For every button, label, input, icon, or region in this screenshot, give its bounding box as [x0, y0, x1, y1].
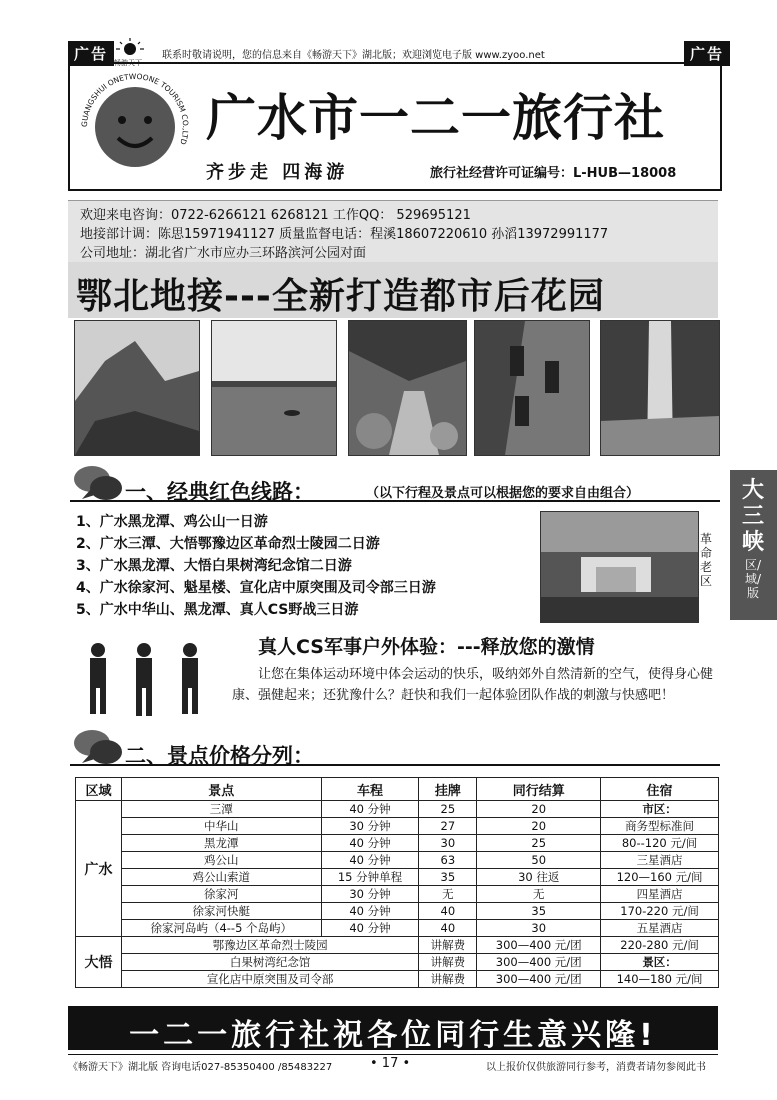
cell: 25 [477, 835, 601, 852]
header-cell: 同行结算 [477, 778, 601, 801]
cell: 300—400 元/团 [477, 937, 601, 954]
banner-text: 一二一旅行社祝各位同行生意兴隆! [129, 1018, 657, 1053]
route-item: 2、广水三潭、大悟鄂豫边区革命烈士陵园二日游 [76, 536, 380, 552]
cell: 鸡公山 [121, 852, 321, 869]
cell: 徐家河岛屿（4--5 个岛屿） [121, 920, 321, 937]
agency-license: 旅行社经营许可证编号：L-HUB—18008 [430, 166, 677, 181]
photo-stream [348, 320, 467, 456]
side-tab-small: 区/域/版 [744, 558, 762, 600]
ad-tag-right: 广告 [684, 41, 730, 66]
routes-list [76, 511, 546, 621]
cell: 黑龙潭 [121, 835, 321, 852]
cell: 20 [477, 818, 601, 835]
cell: 市区： [601, 801, 719, 818]
table-row [76, 971, 719, 988]
header-cell: 景点 [121, 778, 321, 801]
section2-title: 二、景点价格分列： [125, 744, 314, 768]
cell: 讲解费 [419, 954, 477, 971]
cell: 中华山 [121, 818, 321, 835]
table-row [76, 954, 719, 971]
cell: 讲解费 [419, 971, 477, 988]
header-cell: 挂牌 [419, 778, 477, 801]
photo-mountain [74, 320, 200, 456]
header-cell: 住宿 [601, 778, 719, 801]
bottom-banner [68, 1006, 718, 1053]
cell: 27 [419, 818, 477, 835]
chat-bubble-icon [72, 464, 124, 504]
footer-right: 以上报价仅供旅游同行参考，消费者请勿参阅此书 [486, 1062, 706, 1073]
logo-circle-text: GUANGSHUI ONETWOONE TOURISM CO.,LTD [80, 72, 190, 146]
cell: 20 [477, 801, 601, 818]
cell: 40 [419, 920, 477, 937]
table-row [76, 920, 719, 937]
cell: 30 分钟 [321, 818, 419, 835]
table-row [76, 937, 719, 954]
chat-bubble-icon [72, 728, 124, 768]
route-item: 5、广水中华山、黑龙潭、真人CS野战三日游 [76, 602, 359, 618]
agency-name: 广水市一二一旅行社 [206, 89, 665, 147]
photo-soldiers [474, 320, 590, 456]
cell: 无 [419, 886, 477, 903]
region-cell: 广水 [76, 801, 122, 937]
table-row [76, 852, 719, 869]
section1-title: 一、经典红色线路： [125, 480, 314, 504]
cell: 140—180 元/间 [601, 971, 719, 988]
cell: 30 [419, 835, 477, 852]
agency-slogan: 齐步走 四海游 [206, 162, 349, 183]
price-table [75, 777, 719, 988]
cell: 300—400 元/团 [477, 971, 601, 988]
agency-header [68, 62, 722, 191]
contact-line-3: 公司地址：湖北省广水市应办三环路滨河公园对面 [80, 246, 367, 261]
route-item: 3、广水黑龙潭、大悟白果树湾纪念馆二日游 [76, 558, 352, 574]
cell: 25 [419, 801, 477, 818]
cell: 120—160 元/间 [601, 869, 719, 886]
cell: 四星酒店 [601, 886, 719, 903]
cell: 徐家河快艇 [121, 903, 321, 920]
cell: 商务型标准间 [601, 818, 719, 835]
cell: 鸡公山索道 [121, 869, 321, 886]
cell: 宣化店中原突围及司令部 [121, 971, 418, 988]
contact-line-1: 欢迎来电咨询：0722-6266121 6268121 工作QQ： 529695121 [80, 208, 471, 223]
route-item: 4、广水徐家河、魁星楼、宣化店中原突围及司令部三日游 [76, 580, 436, 596]
cell: 30 分钟 [321, 886, 419, 903]
cs-body: 让您在集体运动环境中体会运动的快乐，吸纳郊外自然清新的空气，使得身心健康、强健起来；还犹豫什么？赶快和我们一起体验团队作战的刺激与快感吧！ [232, 667, 714, 703]
cell: 三星酒店 [601, 852, 719, 869]
side-tab-big: 大三峡 [741, 478, 764, 555]
cell: 五星酒店 [601, 920, 719, 937]
cell: 鄂豫边区革命烈士陵园 [121, 937, 418, 954]
region-cell: 大悟 [76, 937, 122, 988]
cell: 15 分钟单程 [321, 869, 419, 886]
cell: 35 [419, 869, 477, 886]
cs-soldiers-image [76, 638, 216, 720]
cell: 30 [477, 920, 601, 937]
cs-title: 真人CS军事户外体验：---释放您的激情 [258, 636, 595, 658]
cell: 徐家河 [121, 886, 321, 903]
cell: 40 分钟 [321, 920, 419, 937]
ad-tag-left: 广告 [68, 41, 114, 66]
price-table-wrap [75, 777, 719, 988]
table-row [76, 903, 719, 920]
cell: 40 分钟 [321, 903, 419, 920]
cell: 30 往返 [477, 869, 601, 886]
section1-rule [70, 500, 720, 502]
cell: 63 [419, 852, 477, 869]
cell: 三潭 [121, 801, 321, 818]
cell: 50 [477, 852, 601, 869]
table-row [76, 818, 719, 835]
logo-text: 畅游天下 [114, 59, 142, 67]
section1-note: （以下行程及景点可以根据您的要求自由组合） [366, 486, 640, 501]
headline-bar [68, 262, 718, 318]
photo-waterfall [600, 320, 720, 456]
header-notice: 联系时敬请说明，您的信息来自《畅游天下》湖北版；欢迎浏览电子版 www.zyoo.net [162, 50, 545, 61]
table-row [76, 869, 719, 886]
cell: 80--120 元/间 [601, 835, 719, 852]
table-row [76, 801, 719, 818]
photo-lake [211, 320, 337, 456]
contact-line-2: 地接部计调：陈思15971941127 质量监督电话：程溪18607220610 孙滔13972991177 [80, 227, 609, 242]
agency-logo [80, 72, 190, 182]
cell: 40 [419, 903, 477, 920]
memorial-caption: 革命老区 [700, 532, 713, 588]
table-header-row [76, 778, 719, 801]
cell: 无 [477, 886, 601, 903]
side-tab [730, 470, 777, 620]
table-row [76, 835, 719, 852]
page-number: • 17 • [370, 1056, 411, 1071]
cell: 白果树湾纪念馆 [121, 954, 418, 971]
cell: 景区： [601, 954, 719, 971]
photo-memorial [540, 511, 699, 623]
header-cell: 车程 [321, 778, 419, 801]
cell: 讲解费 [419, 937, 477, 954]
headline: 鄂北地接---全新打造都市后花园 [76, 276, 605, 317]
cell: 40 分钟 [321, 801, 419, 818]
route-item: 1、广水黑龙潭、鸡公山一日游 [76, 514, 268, 530]
header-cell: 区域 [76, 778, 122, 801]
cell: 40 分钟 [321, 835, 419, 852]
cell: 300—400 元/团 [477, 954, 601, 971]
section2-rule [70, 764, 720, 766]
contact-block [68, 200, 718, 263]
cell: 40 分钟 [321, 852, 419, 869]
footer-left: 《畅游天下》湖北版 咨询电话027-85350400 /85483227 [68, 1062, 333, 1073]
cell: 220-280 元/间 [601, 937, 719, 954]
cell: 170-220 元/间 [601, 903, 719, 920]
table-row [76, 886, 719, 903]
footer-rule [68, 1054, 718, 1055]
cell: 35 [477, 903, 601, 920]
